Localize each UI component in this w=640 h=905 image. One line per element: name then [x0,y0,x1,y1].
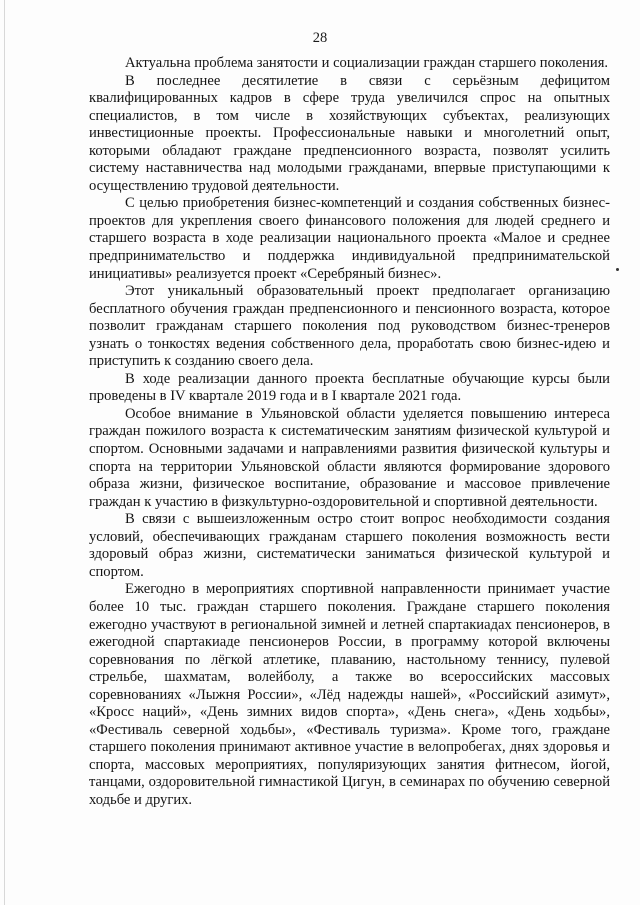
paragraph-healthy-lifestyle: В связи с вышеизложенным остро стоит вопрос необходимости создания условий, обеспечивающих гражданам старшего поколения возможность вести здоровый образ жизни, систематически заниматься физической культурой и спортом. [89,511,610,580]
margin-mark [616,268,619,271]
body-text [89,55,610,810]
paragraph-experienced-specialists: В последнее десятилетие в связи с серьёзным дефицитом квалифицированных кадров в сфере труда увеличился спрос на опытных специалистов, в том числе в хозяйствующих субъектах, реализующих инвестиционные проекты. Профессиональные навыки и многолетний опыт, которыми обладают граждане предпенсионного возраста, позволят усилить систему наставничества над молодыми гражданами, впервые приступающими к осуществлению трудовой деятельности. [89,72,610,194]
paragraph-business-competencies: С целью приобретения бизнес-компетенций и создания собственных бизнес-проектов для укрепления своего финансового положения для людей среднего и старшего возраста в ходе реализации национального проекта «Малое и среднее предпринимательство и поддержка индивидуальной предпринимательской инициативы» реализуется проект «Серебряный бизнес». [89,195,610,282]
paragraph-sports-events: Ежегодно в мероприятиях спортивной направленности принимает участие более 10 тыс. граждан старшего поколения. Граждане старшего поколения ежегодно участвуют в региональной зимней и летней спартакиадах пенсионеров, в ежегодной спартакиаде пенсионеров России, в программу которой включены соревнования по лёгкой атлетике, плаванию, настольному теннису, пулевой стрельбе, шахматам, волейболу, а также во всероссийских массовых соревнованиях «Лыжня России», «Лёд надежды нашей», «Российский азимут», «Кросс наций», «День зимних видов спорта», «День снега», «День ходьбы», «Фестиваль северной ходьбы», «Фестиваль туризма». Кроме того, граждане старшего поколения принимают активное участие в велопробегах, днях здоровья и спорта, массовых мероприятиях, популяризующих занятия фитнесом, йогой, танцами, оздоровительной гимнастикой Цигун, в семинарах по обучению северной ходьбе и других. [89,581,610,808]
paragraph-education-project: Этот уникальный образовательный проект предполагает организацию бесплатного обучения граждан предпенсионного и пенсионного возраста, которое позволит гражданам старшего поколения под руководством бизнес-тренеров узнать о тонкостях ведения собственного дела, проработать свою бизнес-идею и приступить к созданию своего дела. [89,283,610,370]
scan-edge-line [4,0,5,905]
paragraph-free-courses: В ходе реализации данного проекта бесплатные обучающие курсы были проведены в IV квартале 2019 года и в I квартале 2021 года. [89,370,610,405]
paragraph-employment-problem: Актуальна проблема занятости и социализации граждан старшего поколения. [125,55,609,71]
page-number: 28 [312,30,328,46]
paragraph-physical-culture: Особое внимание в Ульяновской области уделяется повышению интереса граждан пожилого возраста к систематическим занятиям физической культурой и спортом. Основными задачами и направлениями развития физической культуры и спорта на территории Ульяновской области являются формирование здорового образа жизни, физическое воспитание, образование и массовое привлечение граждан к участию в физкультурно-оздоровительной и спортивной деятельности. [89,405,610,510]
